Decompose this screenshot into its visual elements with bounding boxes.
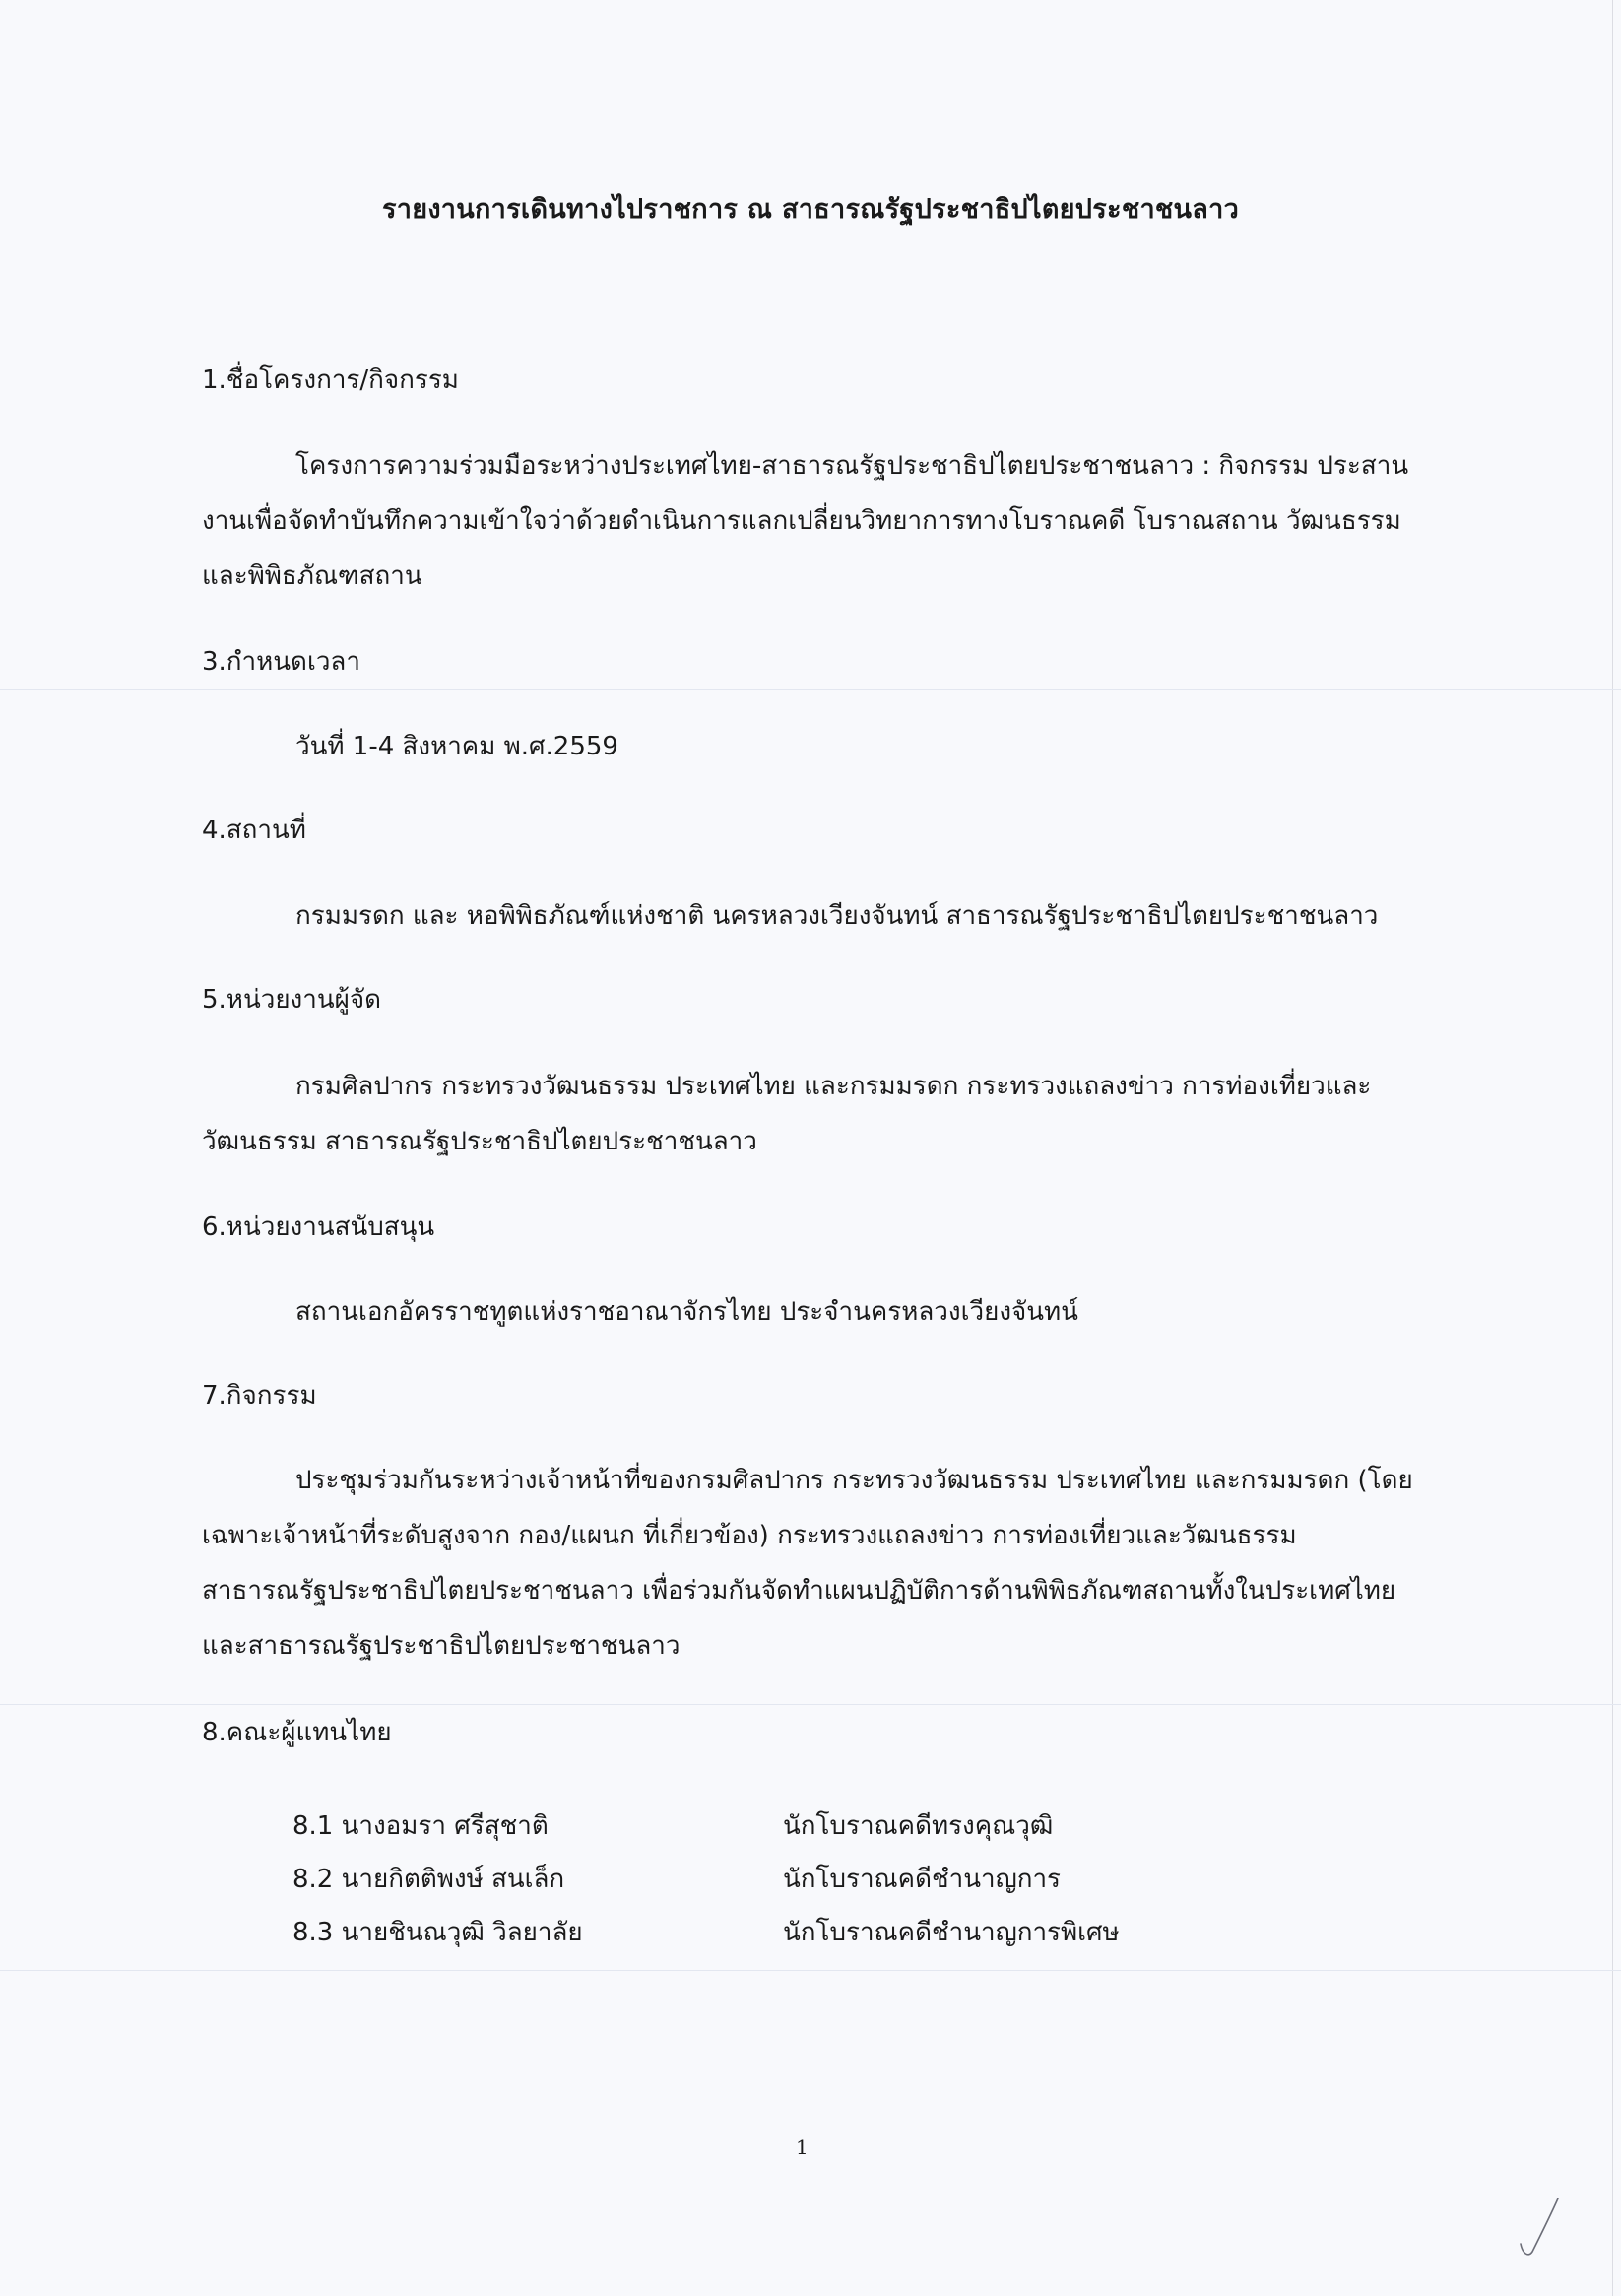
section-body-activity: ประชุมร่วมกันระหว่างเจ้าหน้าที่ของกรมศิลปากร กระทรวงวัฒนธรรม ประเทศไทย และกรมมรดก (โดยเฉพาะเจ้าหน้าที่ระดับสูงจาก กอง/แผนก ที่เกี่ยวข้อง) กระทรวงแถลงข่าว การท่องเที่ยวและวัฒนธรรม สาธารณรัฐประชาธิปไตยประชาชนลาว เพื่อร่วมกันจัดทำแผนปฏิบัติการด้านพิพิธภัณฑสถานทั้งในประเทศไทยและสาธารณรัฐประชาธิปไตยประชาชนลาว <box>202 1466 1413 1661</box>
section-body-schedule: วันที่ 1-4 สิงหาคม พ.ศ.2559 <box>295 732 618 761</box>
section-body-organizer: กรมศิลปากร กระทรวงวัฒนธรรม ประเทศไทย และกรมมรดก กระทรวงแถลงข่าว การท่องเที่ยวและวัฒนธรรม สาธารณรัฐประชาธิปไตยประชาชนลาว <box>202 1072 1372 1156</box>
document-title: รายงานการเดินทางไปราชการ ณ สาธารณรัฐประชาธิปไตยประชาชนลาว <box>381 194 1240 225</box>
delegate-position: นักโบราณคดีทรงคุณวุฒิ <box>783 1811 1054 1841</box>
delegate-position: นักโบราณคดีชำนาญการ <box>783 1865 1062 1894</box>
section-heading-schedule: 3.กำหนดเวลา <box>202 647 360 677</box>
handwritten-check-mark <box>1515 2193 1562 2262</box>
section-body-supporter: สถานเอกอัครราชทูตแห่งราชอาณาจักรไทย ประจำนครหลวงเวียงจันทน์ <box>295 1297 1078 1327</box>
page-edge <box>1612 0 1613 2296</box>
delegate-name: 8.2 นายกิตติพงษ์ สนเล็ก <box>292 1865 565 1894</box>
section-heading-venue: 4.สถานที่ <box>202 816 306 845</box>
section-heading-supporter: 6.หน่วยงานสนับสนุน <box>202 1213 435 1242</box>
section-body-venue: กรมมรดก และ หอพิพิธภัณฑ์แห่งชาติ นครหลวงเวียงจันทน์ สาธารณรัฐประชาธิปไตยประชาชนลาว <box>295 901 1379 931</box>
section-heading-project: 1.ชื่อโครงการ/กิจกรรม <box>202 365 459 395</box>
section-heading-activity: 7.กิจกรรม <box>202 1381 317 1410</box>
delegate-name: 8.3 นายชินณวุฒิ วิลยาลัย <box>292 1918 583 1947</box>
section-heading-organizer: 5.หน่วยงานผู้จัด <box>202 985 381 1015</box>
scan-line <box>0 1704 1621 1705</box>
scan-line <box>0 689 1621 690</box>
section-heading-delegation: 8.คณะผู้แทนไทย <box>202 1718 392 1747</box>
delegate-name: 8.1 นางอมรา ศรีสุชาติ <box>292 1811 549 1841</box>
scan-line <box>0 1970 1621 1971</box>
delegate-position: นักโบราณคดีชำนาญการพิเศษ <box>783 1918 1120 1947</box>
section-body-project: โครงการความร่วมมือระหว่างประเทศไทย-สาธารณรัฐประชาธิปไตยประชาชนลาว : กิจกรรม ประสานงานเพื่อจัดทำบันทึกความเข้าใจว่าด้วยดำเนินการแลกเปลี่ยนวิทยาการทางโบราณคดี โบราณสถาน วัฒนธรรมและพิพิธภัณฑสถาน <box>202 451 1409 591</box>
page-number: 1 <box>796 2135 809 2159</box>
